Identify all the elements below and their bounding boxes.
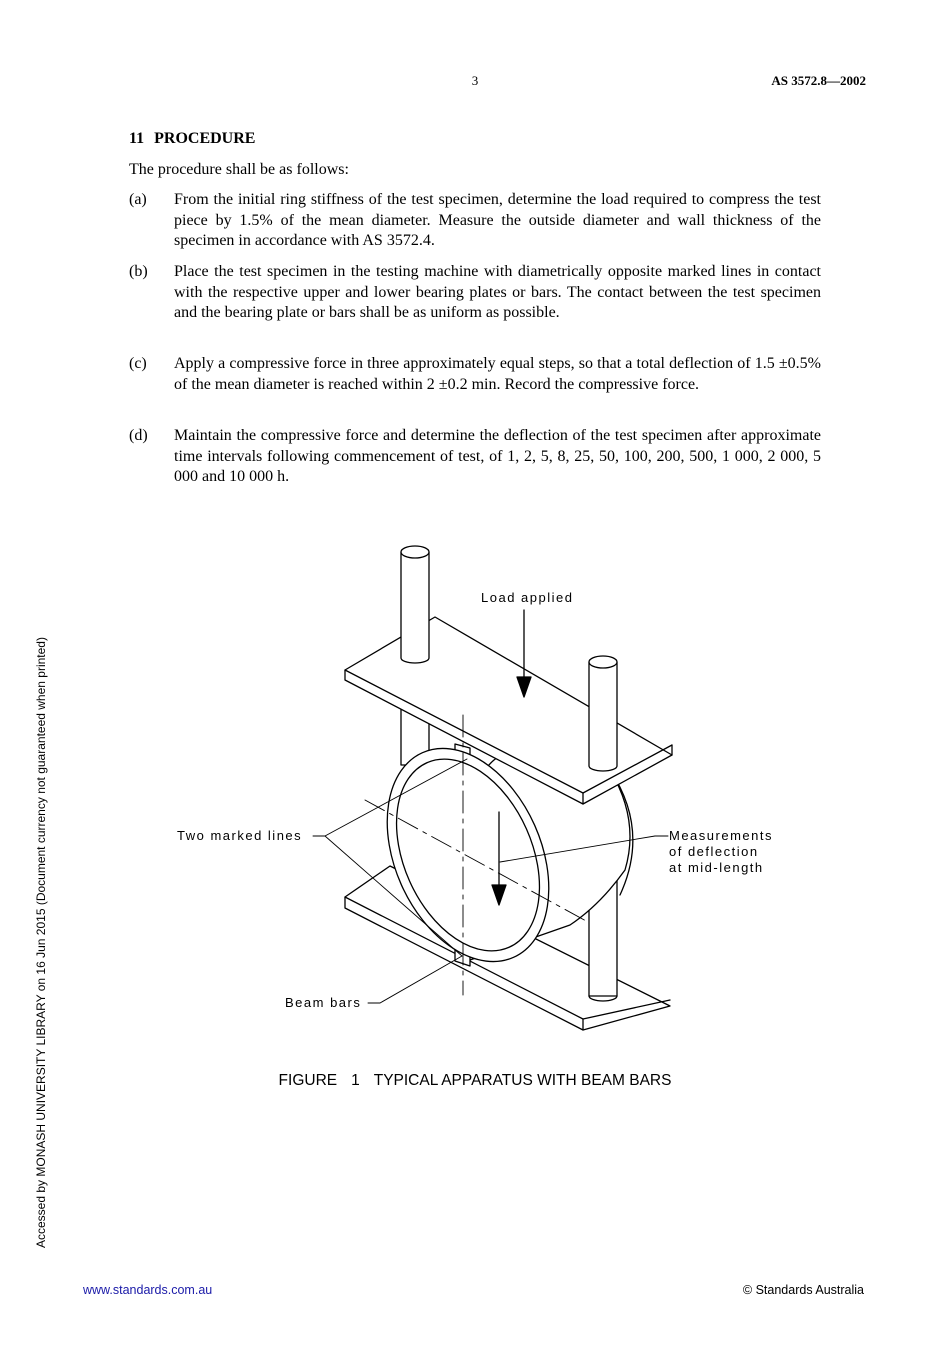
- figure-caption: [0, 1072, 950, 1090]
- section-title: PROCEDURE: [154, 130, 256, 147]
- item-marker: (d): [129, 427, 148, 444]
- item-marker: (c): [129, 355, 147, 372]
- caption-number: 1: [351, 1072, 360, 1089]
- beam-bars-label: Beam bars: [285, 995, 362, 1010]
- apparatus-drawing: [170, 540, 790, 1050]
- measurements-label-line-3: at mid-length: [669, 860, 764, 875]
- caption-prefix: FIGURE: [278, 1072, 338, 1089]
- load-applied-label: Load applied: [481, 590, 574, 605]
- page-number: 3: [471, 73, 479, 88]
- measurements-label-line-1: Measurements: [669, 828, 773, 843]
- section-number: 11: [129, 130, 145, 147]
- measurements-label: [669, 828, 773, 876]
- item-text: Maintain the compressive force and determine the deflection of the test specimen after approximate time intervals following commencement of test, of 1, 2, 5, 8, 25, 50, 100, 200, 500, 1 000, 2 000, 5 000 and 10 000 h.: [174, 427, 821, 486]
- left-rod-top: [401, 546, 429, 663]
- marked-lines-label: Two marked lines: [177, 828, 303, 843]
- measurements-label-line-2: of deflection: [669, 844, 759, 859]
- item-text: From the initial ring stiffness of the test specimen, determine the load required to compress the test piece by 1.5% of the mean diameter. Measure the outside diameter and wall thickness of the specimen in accordance with AS 3572.4.: [174, 191, 821, 250]
- item-text: Place the test specimen in the testing machine with diametrically opposite marked lines in contact with the respective upper and lower bearing plates or bars. The contact between the test specimen and the bearing plate or bars shall be as uniform as possible.: [174, 263, 821, 322]
- procedure-item-b: [129, 262, 821, 324]
- footer-website-link[interactable]: www.standards.com.au: [83, 1283, 213, 1297]
- item-marker: (a): [129, 191, 147, 208]
- apparatus-figure: [170, 540, 790, 1050]
- caption-title: TYPICAL APPARATUS WITH BEAM BARS: [373, 1072, 672, 1089]
- procedure-item-c: [129, 354, 821, 395]
- access-side-note: Accessed by MONASH UNIVERSITY LIBRARY on 16 Jun 2015 (Document currency not guaranteed when printed): [34, 637, 48, 1248]
- procedure-item-a: [129, 190, 821, 252]
- procedure-item-d: [129, 426, 821, 488]
- load-arrow: [517, 610, 531, 697]
- item-marker: (b): [129, 263, 148, 280]
- footer-copyright: © Standards Australia: [742, 1283, 864, 1297]
- section-intro: The procedure shall be as follows:: [129, 161, 349, 178]
- right-rod-top: [589, 656, 617, 771]
- section-heading: [129, 130, 255, 148]
- standard-reference: AS 3572.8—2002: [771, 73, 866, 88]
- item-text: Apply a compressive force in three approximately equal steps, so that a total deflection of 1.5 ±0.5% of the mean diameter is reached within 2 ±0.2 min. Record the compressive force.: [174, 355, 821, 393]
